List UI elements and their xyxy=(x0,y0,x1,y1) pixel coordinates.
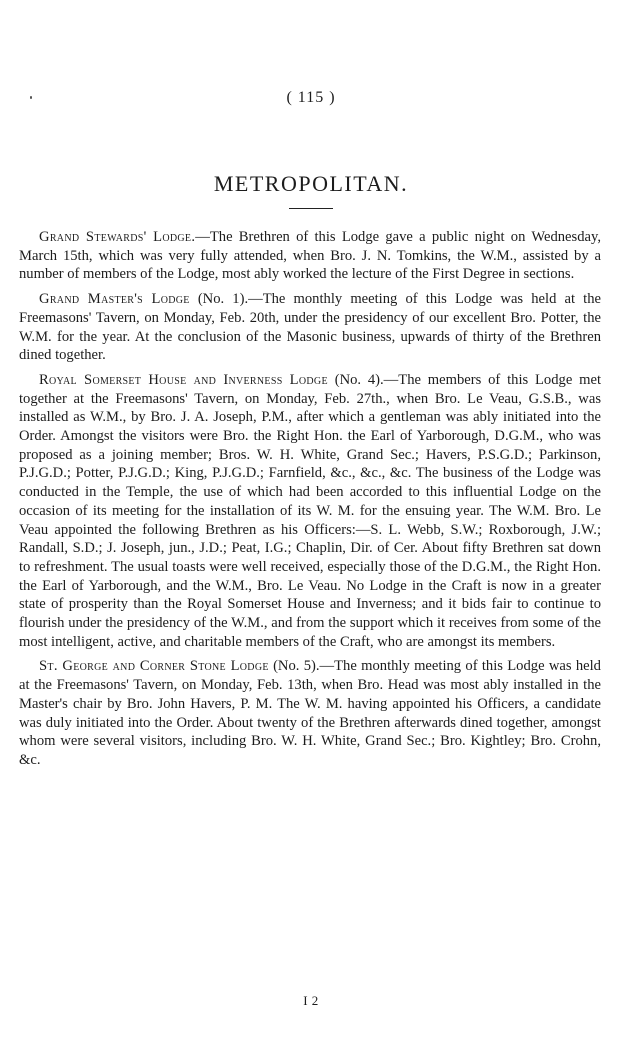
lodge-name: Grand Master's Lodge xyxy=(39,291,190,308)
title-rule xyxy=(289,208,333,209)
lodge-name: St. George and Corner Stone Lodge xyxy=(39,658,269,675)
paragraph-st-george-lodge xyxy=(19,657,601,769)
section-title: METROPOLITAN. xyxy=(213,171,409,196)
page-number: ( 115 ) xyxy=(286,89,336,106)
article-body xyxy=(19,228,601,776)
lodge-name: Royal Somerset House and Inverness Lodge xyxy=(39,371,328,388)
signature-mark: I 2 xyxy=(303,993,319,1008)
paragraph-text: (No. 1).—The monthly meeting of this Lodge was held at the Freemasons' Tavern, on Monday, Feb. 20th, under the presidency of our excellent Bro. Potter, the W.M. for the year. At the conclusion of the Masonic business, upwards of thirty of the Brethren dined together. xyxy=(19,291,601,364)
paragraph-royal-somerset-house-lodge xyxy=(19,371,601,652)
paragraph-grand-masters-lodge xyxy=(19,290,601,365)
paragraph-text: (No. 4).—The members of this Lodge met together at the Freemasons' Tavern, on Monday, Feb. 27th., when Bro. Le Veau, G.S.B., was installed as W.M., by Bro. J. A. Joseph, P.M., after which a gentleman was ably initiated into the Order. Amongst the visitors were Bro. the Right Hon. the Earl of Yarborough, D.G.M., who was proposed as a joining member; Bros. W. H. White, Grand Sec.; Havers, P.S.G.D.; Parkinson, P.J.G.D.; Potter, P.J.G.D.; King, P.J.G.D.; Farnfield, &c., &c., &c. The business of the Lodge was conducted in the Temple, the use of which had been accorded to this influential Lodge on the occasion of its meeting for the installation of its W. M. for the ensuing year. The W.M. Bro. Le Veau appointed the following Brethren as his Officers:—S. L. Webb, S.W.; Roxborough, J.W.; Randall, S.D.; J. Joseph, jun., J.D.; Peat, I.G.; Chaplin, Dir. of Cer. About fifty Brethren sat down to refreshment. The usual toasts were well received, especially those of the D.G.M., the Right Hon. the Earl of Yarborough, and the W.M., Bro. Le Veau. No Lodge in the Craft is now in a greater state of prosperity than the Royal Somerset House and Inverness; and it bids fair to continue to flourish under the presidency of the W.M., and from the support which it receives from some of the most intelligent, active, and charitable members of the Craft, who are amongst its members. xyxy=(19,371,602,650)
paragraph-text: —The Brethren of this Lodge gave a public night on Wednesday, March 15th, which was very fully attended, when Bro. J. N. Tomkins, the W.M., assisted by a number of members of the Lodge, most ably worked the lecture of the First Degree in sections. xyxy=(19,229,601,283)
paragraph-grand-stewards-lodge xyxy=(19,228,601,284)
paragraph-text: (No. 5).—The monthly meeting of this Lodge was held at the Freemasons' Tavern, on Monday, Feb. 13th, when Bro. Head was most ably installed in the Master's chair by Bro. John Havers, P. M. The W. M. having appointed his Officers, a candidate was duly initiated into the Order. About twenty of the Brethren afterwards dined together, amongst whom were several visitors, including Bro. W. H. White, Grand Sec.; Bro. Kightley; Bro. Crohn, &c. xyxy=(19,658,601,768)
lodge-name: Grand Stewards' Lodge. xyxy=(39,229,196,245)
